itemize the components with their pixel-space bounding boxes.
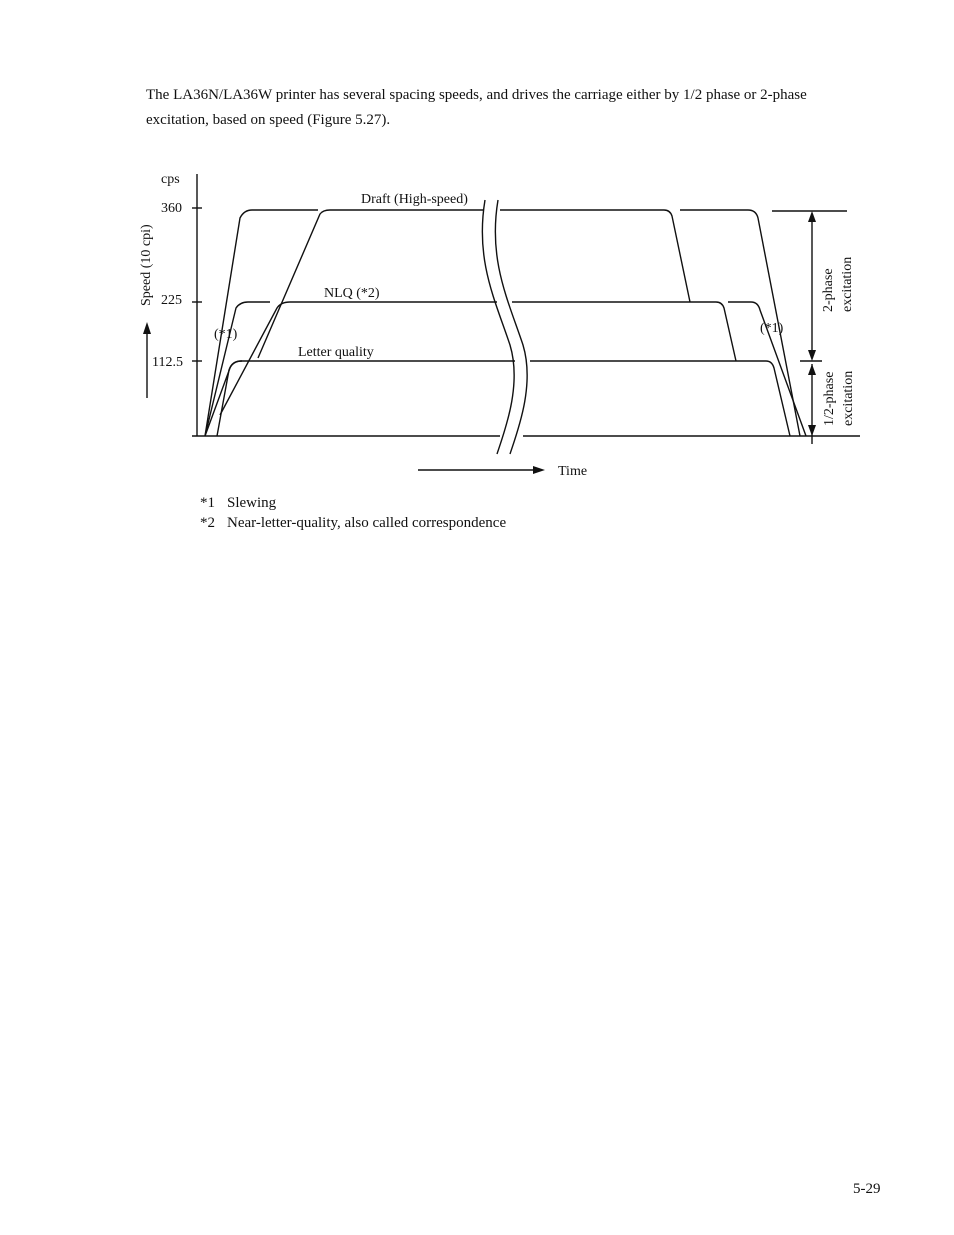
excitation-bottom-label-2: excitation [841,370,856,426]
letter-quality-label: Letter quality [298,345,374,360]
time-arrow-head [533,466,545,474]
nlq-curve-end [512,302,736,361]
axis-break-right [495,200,527,454]
draft-curve-end [500,210,690,302]
letter-curve [217,361,515,436]
time-label: Time [558,464,588,479]
y-tick-label-360: 360 [161,201,182,216]
y-axis-label: Speed (10 cpi) [139,224,154,306]
excitation-top-label-2: excitation [840,256,855,312]
footnote-text: Slewing [227,495,277,511]
footnotes [200,493,506,533]
footnote-mark: *2 [200,515,215,531]
draft-label: Draft (High-speed) [361,192,468,207]
nlq-curve-slewing [205,302,270,436]
draft-curve-slewing [205,210,318,436]
footnote-text: Near-letter-quality, also called correspondence [227,515,507,531]
speed-time-diagram [0,0,954,560]
excitation-arrow-down-bottom [808,425,816,436]
footnote [200,493,506,513]
nlq-label: NLQ (*2) [324,286,380,301]
speed-arrow-head [143,322,151,334]
page-number: 5-29 [853,1181,881,1197]
intro-paragraph: The LA36N/LA36W printer has several spacing speeds, and drives the carriage either by 1/2 phase or 2-phase excitation, based on speed (Figure 5.27). [146,87,807,128]
footnote-mark: *1 [200,495,215,511]
excitation-bottom-label-1: 1/2-phase [822,371,837,426]
slewing-label-right: (*1) [760,321,784,336]
footnote [200,513,506,533]
excitation-arrow-up-top [808,211,816,222]
unit-label: cps [161,172,180,187]
excitation-top-label-1: 2-phase [821,268,836,312]
axis-break-left [482,200,514,454]
slewing-label-left: (*1) [214,327,238,342]
y-tick-label-112-5: 112.5 [152,355,183,370]
excitation-arrow-down-mid [808,350,816,361]
y-tick-label-225: 225 [161,293,182,308]
excitation-arrow-up-mid [808,364,816,375]
draft-curve [258,210,483,358]
letter-curve-end [530,361,790,436]
